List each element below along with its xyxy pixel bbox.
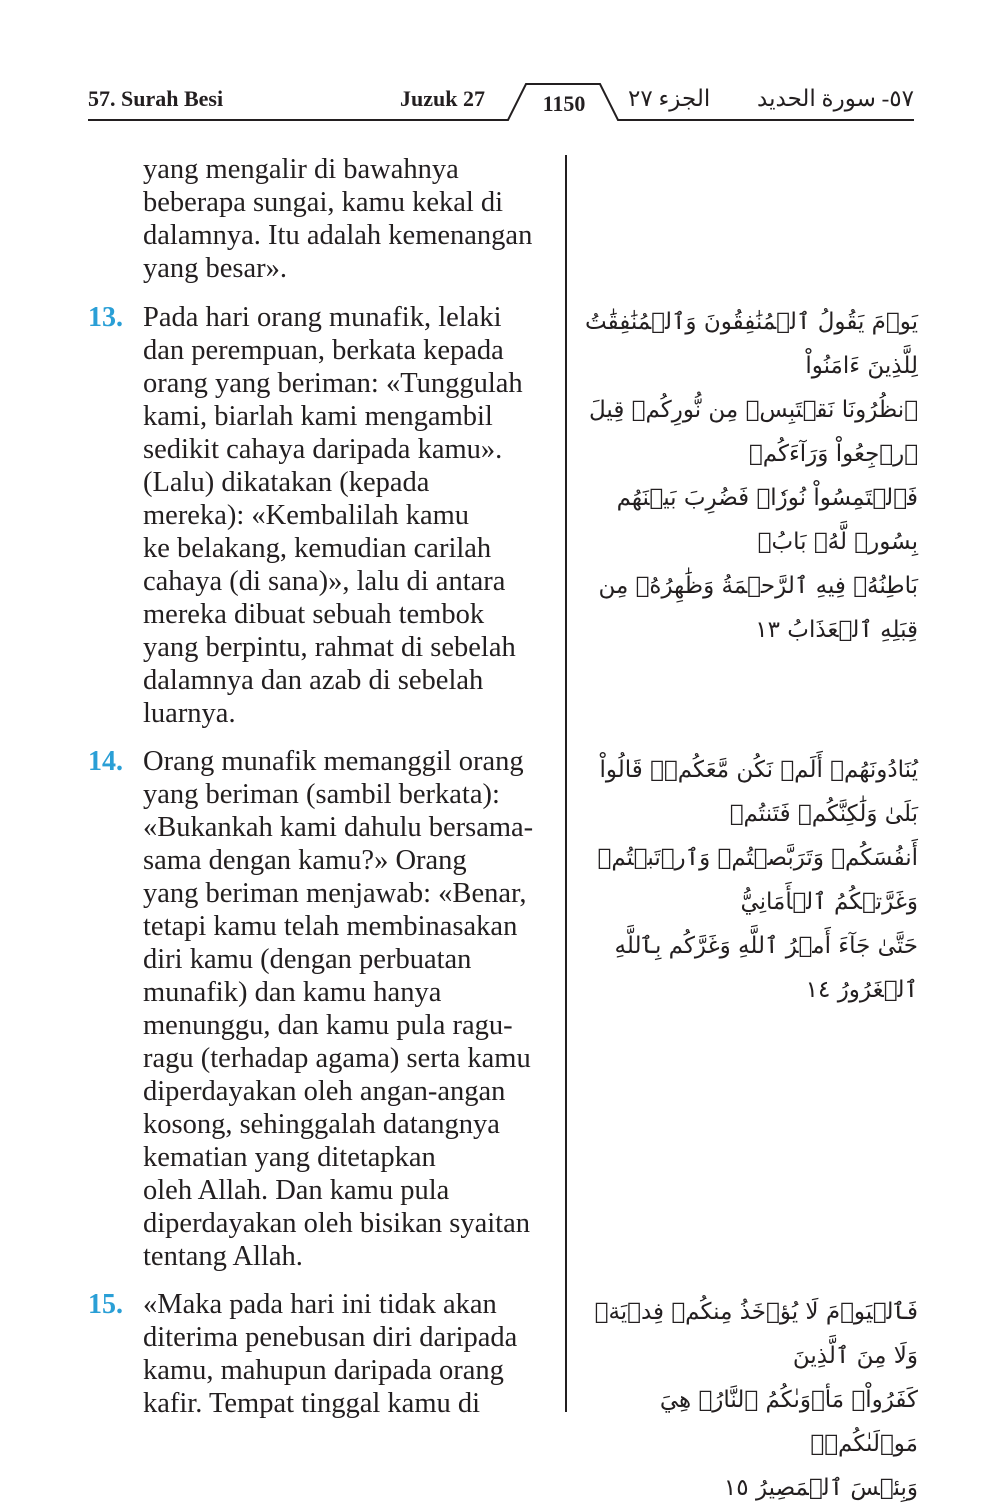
continuation-block	[88, 153, 558, 285]
continuation-translation: yang mengalir di bawahnya beberapa sungai, kamu kekal di dalamnya. Itu adalah kemenangan yang besar».	[143, 154, 533, 284]
juz-label-latin: Juzuk 27	[400, 86, 485, 111]
column-divider	[565, 155, 567, 1412]
verse-15-arabic: فَٱلۡيَوۡمَ لَا يُؤۡخَذُ مِنكُمۡ فِدۡيَةٞ وَلَا مِنَ ٱلَّذِينَ كَفَرُواْۚ مَأۡوَىٰكُمُ ٱلنَّارُۖ هِيَ مَوۡلَىٰكُمۡۖ وَبِئۡسَ ٱلۡمَصِيرُ ١٥	[594, 1299, 918, 1501]
verse-14-arabic: يُنَادُونَهُمۡ أَلَمۡ نَكُن مَّعَكُمۡۖ قَالُواْ بَلَىٰ وَلَٰكِنَّكُمۡ فَتَنتُمۡ أَنفُسَكُمۡ وَتَرَبَّصۡتُمۡ وَٱرۡتَبۡتُمۡ وَغَرَّتۡكُمُ ٱلۡأَمَانِيُّ حَتَّىٰ جَآءَ أَمۡرُ ٱللَّهِ وَغَرَّكُم بِٱللَّهِ ٱلۡغَرُورُ ١٤	[597, 757, 918, 1003]
juz-label-arabic: الجزء ٢٧	[628, 86, 711, 111]
verse-translation: «Maka pada hari ini tidak akan diterima penebusan diri daripada kamu, mahupun daripada orang kafir. Tempat tinggal kamu di	[143, 1289, 518, 1419]
verse-13-translation-block	[88, 301, 558, 730]
verse-15-translation-block	[88, 1288, 558, 1420]
page-number: 1150	[542, 91, 586, 116]
page-header	[88, 76, 914, 126]
verse-number: 13.	[88, 302, 123, 333]
verse-14-translation-block	[88, 745, 558, 1273]
verse-13-arabic: يَوۡمَ يَقُولُ ٱلۡمُنَٰفِقُونَ وَٱلۡمُنَٰفِقَٰتُ لِلَّذِينَ ءَامَنُواْ ٱنظُرُونَا نَقۡتَبِسۡ مِن نُّورِكُمۡ قِيلَ ٱرۡجِعُواْ وَرَآءَكُمۡ فَٱلۡتَمِسُواْ نُورٗاۖ فَضُرِبَ بَيۡنَهُم بِسُورٖ لَّهُۥ بَابُۢ بَاطِنُهُۥ فِيهِ ٱلرَّحۡمَةُ وَظَٰهِرُهُۥ مِن قِبَلِهِ ٱلۡعَذَابُ ١٣	[585, 309, 918, 643]
surah-name-arabic: ٥٧- سورة الحديد	[757, 86, 914, 111]
verse-translation: Orang munafik memanggil orang yang beriman (sambil berkata): «Bukankah kami dahulu bersama- sama dengan kamu?» Orang yang beriman menjawab: «Benar, tetapi kamu telah membinasakan diri kamu (dengan perbuatan munafik) dan kamu hanya menunggu, dan kamu pula ragu- ragu (terhadap agama) serta kamu diperdayakan oleh angan-angan kosong, sehinggalah datangnya kematian yang ditetapkan oleh Allah. Dan kamu pula diperdayakan oleh bisikan syaitan tentang Allah.	[143, 746, 534, 1272]
verse-number: 14.	[88, 746, 123, 777]
verse-number: 15.	[88, 1289, 123, 1320]
verse-translation: Pada hari orang munafik, lelaki dan perempuan, berkata kepada orang yang beriman: «Tunggulah kami, biarlah kami mengambil sedikit cahaya daripada kamu». (Lalu) dikatakan (kepada mereka): «Kembalilah kamu ke belakang, kemudian carilah cahaya (di sana)», lalu di antara mereka dibuat sebuah tembok yang berpintu, rahmat di sebelah dalamnya dan azab di sebelah luarnya.	[143, 302, 523, 729]
surah-name-latin: 57. Surah Besi	[88, 86, 224, 111]
